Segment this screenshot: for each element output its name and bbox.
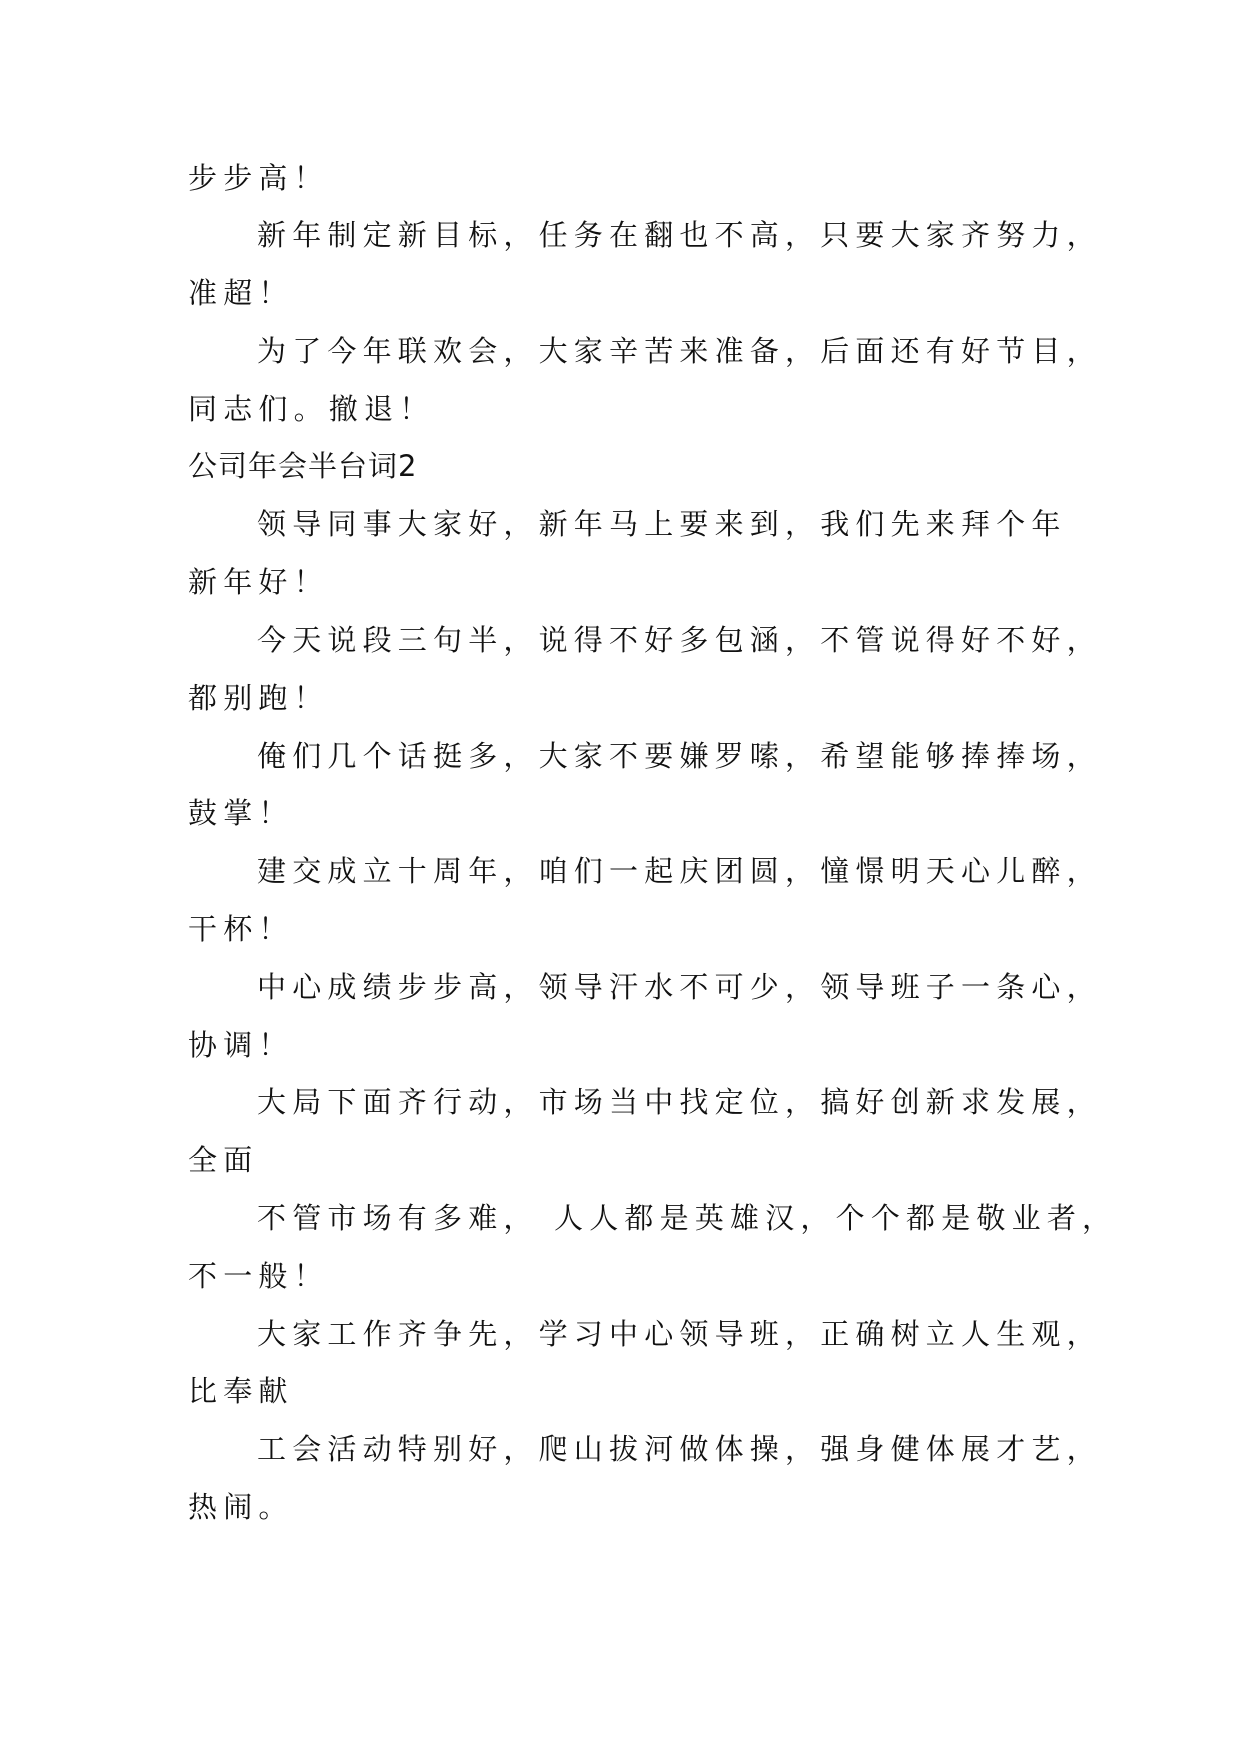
text-line: 为了今年联欢会，大家辛苦来准备，后面还有好节目， xyxy=(257,334,1102,368)
text-line: 领导同事大家好，新年马上要来到，我们先来拜个年 xyxy=(257,507,1067,541)
text-line: 大局下面齐行动，市场当中找定位，搞好创新求发展， xyxy=(257,1085,1102,1119)
text-line: 步步高！ xyxy=(188,161,329,195)
text-line: 不一般！ xyxy=(188,1259,329,1293)
text-line: 比奉献 xyxy=(188,1374,294,1408)
text-line: 工会活动特别好，爬山拔河做体操，强身健体展才艺， xyxy=(257,1432,1102,1466)
text-line: 都别跑！ xyxy=(188,681,329,715)
text-line: 同志们。撤退！ xyxy=(188,392,435,426)
text-line: 干杯！ xyxy=(188,912,294,946)
text-line: 俺们几个话挺多，大家不要嫌罗嗦，希望能够捧捧场， xyxy=(257,739,1102,773)
text-line: 中心成绩步步高，领导汗水不可少，领导班子一条心， xyxy=(257,970,1102,1004)
text-line: 新年制定新目标，任务在翻也不高，只要大家齐努力， xyxy=(257,218,1102,252)
text-line: 鼓掌！ xyxy=(188,796,294,830)
text-line: 今天说段三句半，说得不好多包涵，不管说得好不好， xyxy=(257,623,1102,657)
text-line: 新年好！ xyxy=(188,565,329,599)
text-line: 准超！ xyxy=(188,276,294,310)
text-line: 大家工作齐争先，学习中心领导班，正确树立人生观， xyxy=(257,1317,1102,1351)
text-line: 全面 xyxy=(188,1143,259,1177)
text-line: 不管市场有多难， 人人都是英雄汉，个个都是敬业者， xyxy=(257,1201,1118,1235)
text-line: 建交成立十周年，咱们一起庆团圆，憧憬明天心儿醉， xyxy=(257,854,1102,888)
text-line: 热闹。 xyxy=(188,1490,294,1524)
text-line: 协调！ xyxy=(188,1028,294,1062)
section-heading: 公司年会半台词2 xyxy=(188,449,418,483)
